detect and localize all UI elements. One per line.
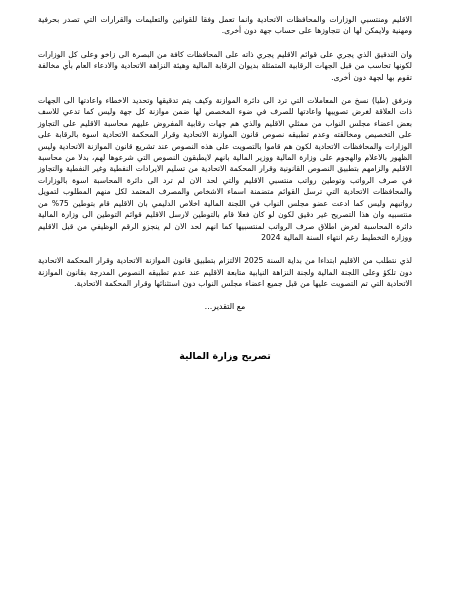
paragraph-2: وان التدقيق الذي يجري على قوائم الاقليم يجري ذاته على المحافظات كافة من البصرة الى زاخو وعلى كل الوزارات لكونها تحاسب من قبل الجهات الرقابية المتمثلة بديوان الرقابة المالية وهيئة النزاهة الاتحادية والادعاء العام بأي مخالفة تقوم بها لجهة دون أخرى. xyxy=(38,49,412,82)
signature-title: تصريح وزارة المالية xyxy=(179,350,271,362)
paragraph-3: ونرفق (طيا) نسخ من المعاملات التي ترد الى دائرة الموازنة وكيف يتم تدقيقها وتحديد الاخطاء واعادتها الى الجهات ذات العلاقة لغرض تصويبها واعادتها للصرف في ضوء المخصص لها ضمن موازنة كل جهة وليس كما تدعي للاسف بعض اعضاء مجلس النواب من ممثلي الاقليم والذي هم جهات رقابية المفروض عليهم محاسبة الاقليم على التجاوز على التخصيص ومخالفته وعدم تطبيقه نصوص قانون الموازنة الاتحادية وقرار المحكمة الاتحادية اسوة بالرقابة على الوزارات والمحافظات الاتحادية لكون هم قاموا بالتصويت على هذه النصوص عند تشريع قانون الموازنة الاتحادية وليس الظهور بالاعلام والهجوم على وزارة المالية ووزير المالية بانهم لايطبقون النصوص التي شرعوها لهم، بدلا من محاسبة الاقليم والزامهم بتطبيق النصوص القانونية وقرار المحكمة الاتحادية من تسليم الايرادات النفطية وغير النفطية والتجاوز في صرف الرواتب وتوطين رواتب منتسبي الاقليم والتي لحد الان لم ترد الى دائرة المحاسبة اسوة بالوزارات والمحافظات الاتحادية التي ترسل القوائم متضمنة اسماء الاشخاص والمصرف المعتمد لكل منهم المطلوب لتمويل رواتبهم وليس كما ادعت عضو مجلس النواب في اللجنة المالية اخلاص الدليمي بان الاقليم قام بتوطين 75% من منتسبيه وان هذا التصريح غير دقيق لكون لو كان فعلا قام بالتوطين لارسل الاقليم قوائم التوطين الى وزارة المالية دائرة المحاسبة لغرض اطلاق صرف الرواتب لمنتسبيها كما انهم لحد الان لم ينجزو الرقم الوظيفي من قبل الاقليم ووزارة التخطيط رغم انتهاء السنة المالية 2024 xyxy=(38,96,412,242)
closing-greeting: مع التقدير... xyxy=(204,301,246,311)
paragraph-1: الاقليم ومنتسبي الوزارات والمحافظات الاتحادية وانما تعمل وفقا للقوانين والتعليمات والقرارات التي تصدر بحرفية ومهنية ولايمكن لها ان تتجاوزها على حساب جهة دون أخرى. xyxy=(38,15,412,36)
paragraph-4: لذي نتطلب من الاقليم ابتداءا من بداية السنة 2025 الالتزام بتطبيق قانون الموازنة الاتحادية وقرار المحكمة الاتحادية دون تلكؤ وعلى اللجنة المالية ولجنة النزاهة النيابية متابعة الاقليم عند عدم تطبيقه النصوص المدرجة بقانون الموازنة الاتحادية التي تم التصويت عليها من قبل جميع اعضاء مجلس النواب دون استثنائها وقرار المحكمة الاتحادية. xyxy=(38,256,412,289)
